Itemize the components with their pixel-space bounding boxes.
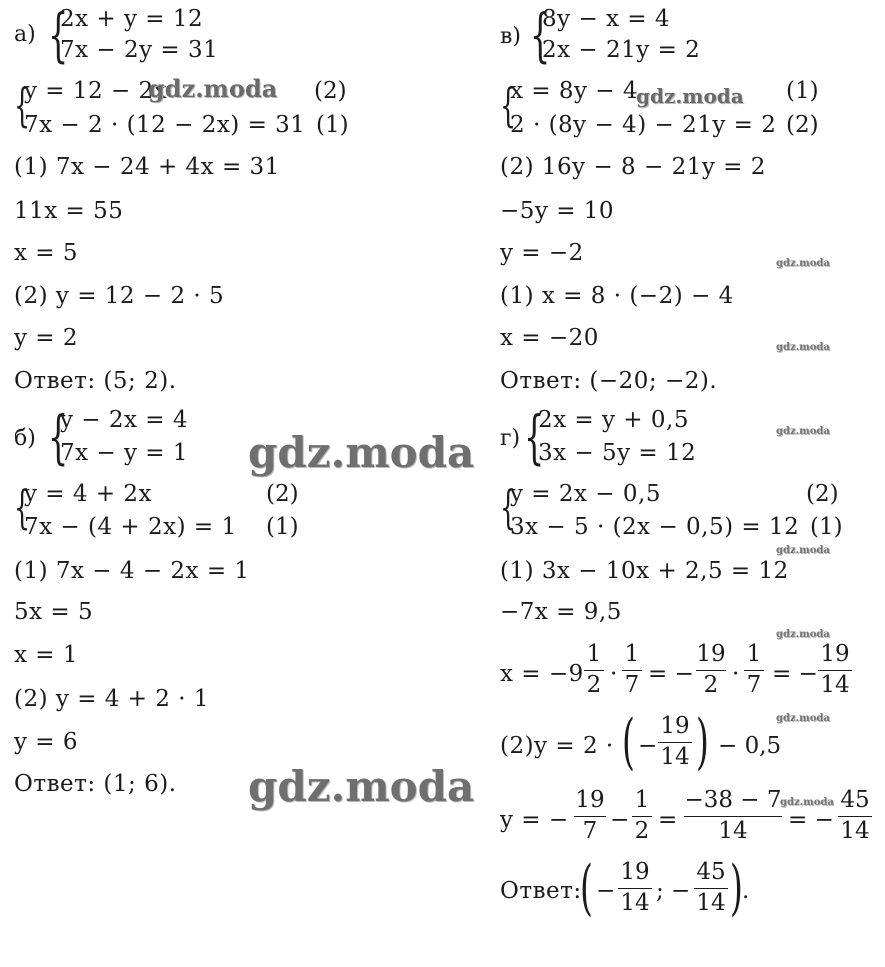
task-g-sub1-num: (2) xyxy=(806,481,839,507)
task-g-y1-frac: 19 14 xyxy=(658,712,692,771)
task-a-answer: Ответ: (5; 2). xyxy=(14,368,177,394)
task-v-sub1-num: (1) xyxy=(786,78,819,104)
task-g-x-start: x = −9 xyxy=(500,661,584,687)
task-g-x-frac4: 1 7 xyxy=(744,640,764,699)
task-g-x-frac2: 1 7 xyxy=(622,640,642,699)
task-a-line1: (1) 7x − 24 + 4x = 31 xyxy=(14,154,280,180)
task-v-eq2: 2x − 21y = 2 xyxy=(542,37,701,63)
task-v-sub2-num: (2) xyxy=(786,112,819,138)
task-g-x-dot2: · xyxy=(732,661,740,687)
task-v-line1: (2) 16y − 8 − 21y = 2 xyxy=(500,154,766,180)
task-b-line1: (1) 7x − 4 − 2x = 1 xyxy=(14,558,250,584)
task-g-sub1: y = 2x − 0,5 xyxy=(510,481,661,507)
task-b-eq2: 7x − y = 1 xyxy=(60,440,189,466)
task-g-y2-eq2: = − xyxy=(788,807,834,833)
task-v-label: в) xyxy=(500,24,521,49)
task-b-label: б) xyxy=(14,426,36,451)
task-g-y2-frac1: 19 7 xyxy=(575,787,605,844)
task-g-y1-minus: − xyxy=(638,733,658,759)
task-b-line2: 5x = 5 xyxy=(14,599,94,625)
task-a-line3: x = 5 xyxy=(14,240,78,266)
task-a-line4: (2) y = 12 − 2 · 5 xyxy=(14,283,225,309)
task-a-line2: 11x = 55 xyxy=(14,198,124,224)
task-g-line1: (1) 3x − 10x + 2,5 = 12 xyxy=(500,558,789,584)
task-b-sub-brace: { xyxy=(14,480,31,534)
task-a-sub2-num: (1) xyxy=(316,112,349,138)
watermark-tiny-1: gdz.moda xyxy=(776,258,830,269)
task-g-y2-minus: − xyxy=(610,807,630,833)
watermark-tiny-4: gdz.moda xyxy=(776,545,830,556)
task-b-line4: (2) y = 4 + 2 · 1 xyxy=(14,686,210,712)
task-g-sub2-num: (1) xyxy=(810,514,843,540)
task-v-sub-brace: { xyxy=(500,78,517,132)
task-g-sub2: 3x − 5 · (2x − 0,5) = 12 xyxy=(510,514,800,540)
task-b-sub2: 7x − (4 + 2x) = 1 xyxy=(24,514,237,540)
task-g-ans-rparen: ) xyxy=(730,853,743,923)
task-v-line5: x = −20 xyxy=(500,325,599,351)
watermark-tiny-2: gdz.moda xyxy=(776,342,830,353)
task-g-y2-frac4: 45 14 xyxy=(838,786,872,845)
task-g-ans-sep: ; − xyxy=(656,878,691,904)
task-g-eq2: 3x − 5y = 12 xyxy=(538,440,697,466)
task-g-sub-brace: { xyxy=(500,480,517,534)
watermark-tiny-6: gdz.moda xyxy=(776,713,830,724)
task-v-brace: { xyxy=(530,1,551,69)
task-v-line3: y = −2 xyxy=(500,240,584,266)
task-g-y2-start: y = − xyxy=(500,807,569,833)
task-g-y2-frac2: 1 2 xyxy=(632,786,652,845)
task-b-brace: { xyxy=(48,403,69,471)
task-g-x-frac3: 19 2 xyxy=(696,641,726,698)
task-a-sub2: 7x − 2 · (12 − 2x) = 31 xyxy=(24,112,306,138)
watermark-top-right: gdz.moda xyxy=(636,84,744,108)
task-g-label: г) xyxy=(500,426,521,451)
task-g-ans-minus: − xyxy=(596,878,616,904)
task-a-eq2: 7x − 2y = 31 xyxy=(60,37,219,63)
task-g-y1-start: (2)y = 2 · xyxy=(500,733,614,759)
task-b-sub2-num: (1) xyxy=(266,514,299,540)
task-a-line5: y = 2 xyxy=(14,325,79,351)
task-a-sub1-num: (2) xyxy=(314,78,347,104)
task-g-eq1: 2x = y + 0,5 xyxy=(538,407,689,433)
watermark-tiny-3: gdz.moda xyxy=(776,426,830,437)
task-g-ans-end: . xyxy=(742,878,750,904)
task-v-line4: (1) x = 8 · (−2) − 4 xyxy=(500,283,734,309)
task-g-x-dot: · xyxy=(610,661,618,687)
task-v-eq1: 8y − x = 4 xyxy=(542,6,671,32)
watermark-bottom: gdz.moda xyxy=(248,762,475,811)
task-g-y1-end: − 0,5 xyxy=(718,733,782,759)
task-g-ans-lparen: ( xyxy=(580,853,593,923)
task-g-ans-frac1: 19 14 xyxy=(618,858,652,917)
task-g-x-frac1: 1 2 xyxy=(584,640,604,699)
task-b-sub1: y = 4 + 2x xyxy=(24,481,153,507)
task-g-y1-rparen: ) xyxy=(696,707,709,777)
task-g-answer-start: Ответ: xyxy=(500,878,582,904)
task-a-eq1: 2x + y = 12 xyxy=(60,6,204,32)
watermark-tiny-5: gdz.moda xyxy=(776,629,830,640)
task-b-sub1-num: (2) xyxy=(266,481,299,507)
task-b-answer: Ответ: (1; 6). xyxy=(14,771,177,797)
watermark-center: gdz.moda xyxy=(248,428,475,477)
task-v-sub2: 2 · (8y − 4) − 21y = 2 xyxy=(510,112,777,138)
task-b-eq1: y − 2x = 4 xyxy=(60,407,189,433)
task-v-line2: −5y = 10 xyxy=(500,198,615,224)
watermark-top-left: gdz.moda xyxy=(148,74,278,103)
task-g-x-eq2: = − xyxy=(772,661,818,687)
task-g-line2: −7x = 9,5 xyxy=(500,599,622,625)
task-v-answer: Ответ: (−20; −2). xyxy=(500,368,718,394)
task-a-label: а) xyxy=(14,22,36,47)
task-a-sub1: y = 12 − 2x xyxy=(24,78,168,104)
task-g-y2-eq: = xyxy=(658,807,678,833)
task-a-brace: { xyxy=(48,1,69,69)
task-g-y1-lparen: ( xyxy=(622,707,635,777)
task-a-sub-brace: { xyxy=(14,78,31,132)
task-b-line3: x = 1 xyxy=(14,642,78,668)
watermark-tiny-7: gdz.moda xyxy=(780,797,834,808)
task-g-y2-frac3: −38 − 7 14 xyxy=(684,787,782,844)
task-g-brace: { xyxy=(524,403,545,471)
task-g-x-eq1: = − xyxy=(648,661,694,687)
task-g-x-frac5: 19 14 xyxy=(818,640,852,699)
task-b-line5: y = 6 xyxy=(14,729,79,755)
task-v-sub1: x = 8y − 4 xyxy=(510,78,639,104)
task-g-ans-frac2: 45 14 xyxy=(694,858,728,917)
